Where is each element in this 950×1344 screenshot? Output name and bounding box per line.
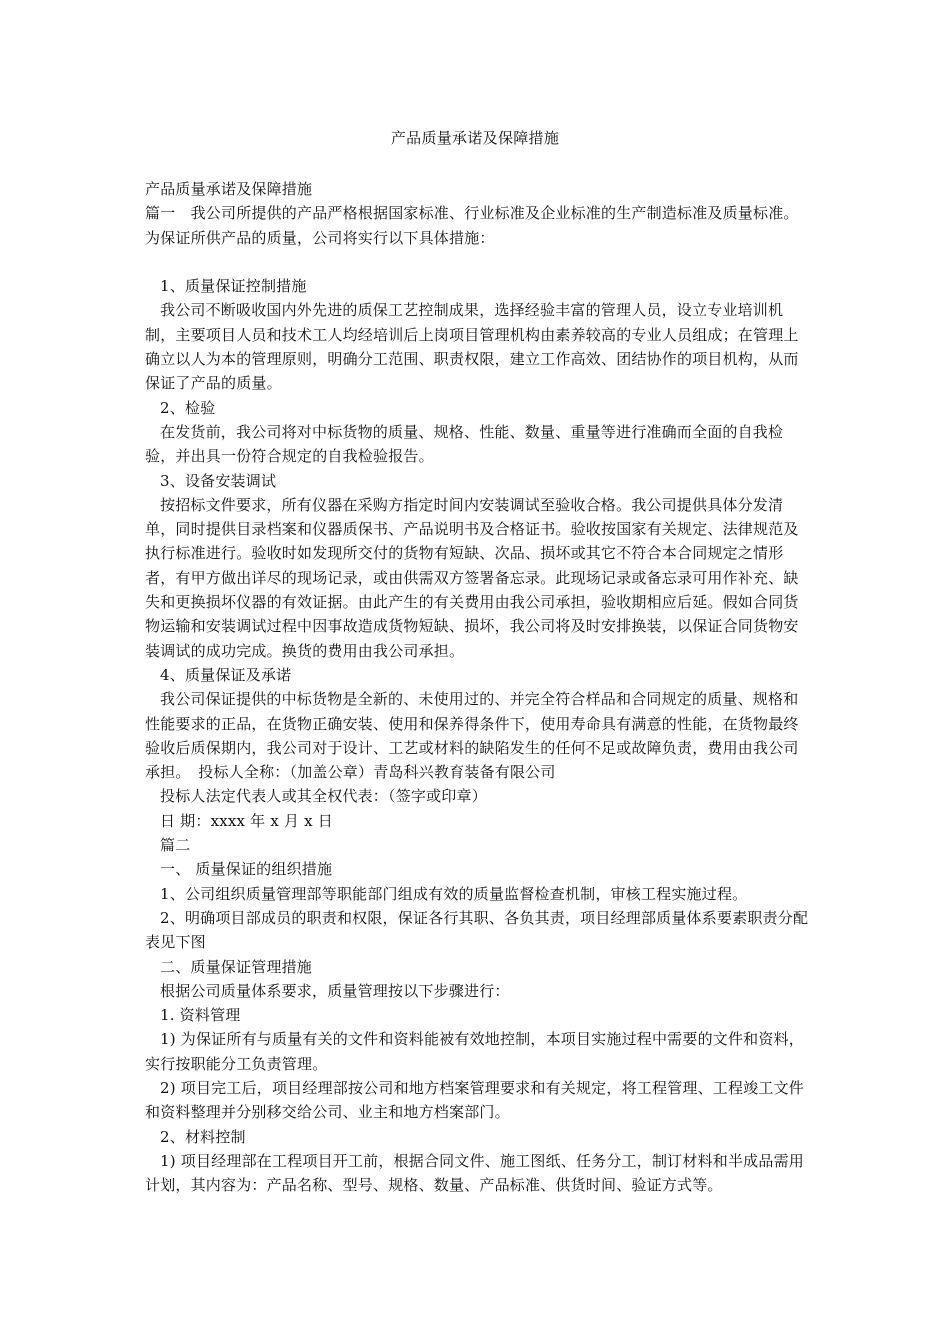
document-body (145, 177, 810, 1197)
paragraph: 1. 资料管理 (160, 1006, 241, 1025)
paragraph: 3、设备安装调试 (160, 471, 277, 490)
paragraph: 2、材料控制 (160, 1127, 246, 1146)
paragraph: 1) 为保证所有与质量有关的文件和资料能被有效地控制，本项目实施过程中需要的文件和资料，实行按职能分工负责管理。 (145, 1030, 804, 1073)
paragraph: 2、检验 (160, 398, 216, 417)
paragraph: 2、明确项目部成员的职责和权限，保证各行其职、各负其责，项目经理部质量体系要素职责分配表见下图 (145, 908, 809, 952)
blank-line (145, 250, 810, 274)
document-title: 产品质量承诺及保障措施 (390, 129, 560, 147)
paragraph: 篇一 我公司所提供的产品严格根据国家标准、行业标准及企业标准的生产制造标准及质量标准。为保证所供产品的质量，公司将实行以下具体措施： (145, 204, 799, 247)
paragraph: 投标人法定代表人或其全权代表：（签字或印章） (160, 787, 487, 806)
paragraph: 按招标文件要求，所有仪器在采购方指定时间内安装调试至验收合格。我公司提供具体分发清单，同时提供目录档案和仪器质保书、产品说明书及合格证书。验收按国家有关规定、法律规范及执行标准进行。验收时如发现所交付的货物有短缺、次品、损坏或其它不符合本合同规定之情形者，有甲方做出详尽的现场记录，或由供需双方签署备忘录。此现场记录或备忘录可用作补充、缺失和更换损坏仪器的有效证据。由此产生的有关费用由我公司承担，验收期相应后延。假如合同货物运输和安装调试过程中因事故造成货物短缺、损坏，我公司将及时安排换装，以保证合同货物安装调试的成功完成。换货的费用由我公司承担。 (145, 495, 799, 660)
paragraph: 1、质量保证控制措施 (160, 277, 307, 296)
paragraph: 4、质量保证及承诺 (160, 665, 292, 684)
paragraph: 产品质量承诺及保障措施 (145, 180, 313, 198)
paragraph: 1) 项目经理部在工程项目开工前，根据合同文件、施工图纸、任务分工，制订材料和半成品需用计划，其内容为：产品名称、型号、规格、数量、产品标准、供货时间、验证方式等。 (145, 1151, 804, 1195)
paragraph: 我公司不断吸收国内外先进的质保工艺控制成果，选择经验丰富的管理人员，设立专业培训机制，主要项目人员和技术工人均经培训后上岗项目管理机构由素养较高的专业人员组成；在管理上确立以人为本的管理原则，明确分工范围、职责权限，建立工作高效、团结协作的项目机构，从而保证了产品的质量。 (145, 301, 799, 393)
paragraph: 日 期：xxxx 年 x 月 x 日 (160, 811, 333, 830)
paragraph: 根据公司质量体系要求，质量管理按以下步骤进行： (160, 981, 510, 1000)
paragraph: 一、 质量保证的组织措施 (160, 860, 333, 879)
paragraph: 2) 项目完工后，项目经理部按公司和地方档案管理要求和有关规定，将工程管理、工程竣工文件和资料整理并分别移交给公司、业主和地方档案部门。 (145, 1078, 804, 1122)
paragraph: 1、公司组织质量管理部等职能部门组成有效的质量监督检查机制，审核工程实施过程。 (160, 884, 748, 903)
paragraph: 二、质量保证管理措施 (160, 957, 313, 976)
paragraph: 篇二 (160, 836, 191, 855)
paragraph: 我公司保证提供的中标货物是全新的、未使用过的、并完全符合样品和合同规定的质量、规格和性能要求的正品，在货物正确安装、使用和保养得条件下，使用寿命具有满意的性能，在货物最终验收后质保期内，我公司对于设计、工艺或材料的缺陷发生的任何不足或故障负责，费用由我公司承担。 投标人全称：（加盖公章）青岛科兴教育装备有限公司 (145, 690, 799, 782)
paragraph: 在发货前，我公司将对中标货物的质量、规格、性能、数量、重量等进行准确而全面的自我检验，并出具一份符合规定的自我检验报告。 (145, 422, 784, 466)
